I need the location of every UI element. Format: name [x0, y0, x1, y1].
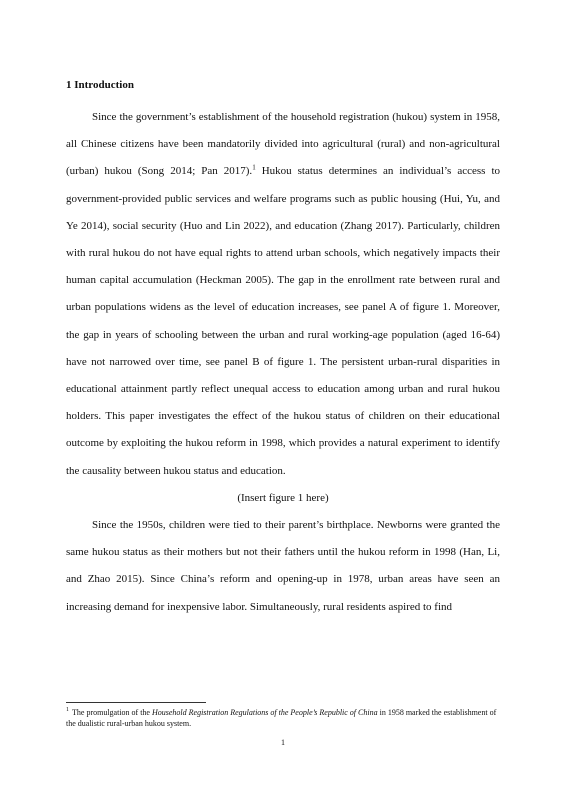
footnote-italic-title: Household Registration Regulations of the People’s Republic of China: [151, 708, 378, 717]
figure-placeholder: (Insert figure 1 here): [237, 491, 329, 504]
body-text: [66, 104, 500, 621]
footnote-number: 1: [66, 707, 69, 714]
footnote-text-end: in 1958 marked the establishment of the dualistic rural-urban hukou system.: [66, 708, 497, 728]
page-number: 1: [281, 738, 285, 747]
footnote-reference[interactable]: 1: [252, 163, 256, 172]
footnote: [66, 707, 506, 729]
footnote-text-start: The promulgation of the: [72, 708, 152, 717]
paragraph-1-continued: Hukou status determines an individual’s access to government-provided public services and welfare programs such as public housing (Hui, Yu, and Ye 2014), social security (Huo and Lin 2022), and education (Zhang 2017). Particularly, children with rural hukou do not have equal rights to attend urban schools, which negatively impacts their human capital accumulation (Heckman 2005). The gap in the enrollment rate between rural and urban populations widens as the level of education increases, see panel A of figure 1. Moreover, the gap in years of schooling between the urban and rural working-age population (aged 16-64) have not narrowed over time, see panel B of figure 1. The persistent urban-rural disparities in educational attainment partly reflect unequal access to education among urban and rural hukou holders. This paper investigates the effect of the hukou status of children on their educational outcome by exploiting the hukou reform in 1998, which provides a natural experiment to identify the causality between hukou status and education.: [66, 165, 501, 477]
paragraph-2: Since the 1950s, children were tied to their parent’s birthplace. Newborns were granted the same hukou status as their mothers but not their fathers until the hukou reform in 1998 (Han, Li, and Zhao 2015). Since China’s reform and opening-up in 1978, urban areas have seen an increasing demand for inexpensive labor. Simultaneously, rural residents aspired to find: [66, 519, 500, 613]
paragraph-1-text: Since the government’s establishment of the household registration (hukou) system in 1958, all Chinese citizens have been mandatorily divided into agricultural (rural) and non-agricultural (urban) hukou (Song 2014; Pan 2017).: [66, 111, 500, 178]
paragraph-1: [66, 104, 500, 485]
footnote-divider: [66, 702, 206, 703]
section-heading: 1 Introduction: [66, 79, 134, 91]
